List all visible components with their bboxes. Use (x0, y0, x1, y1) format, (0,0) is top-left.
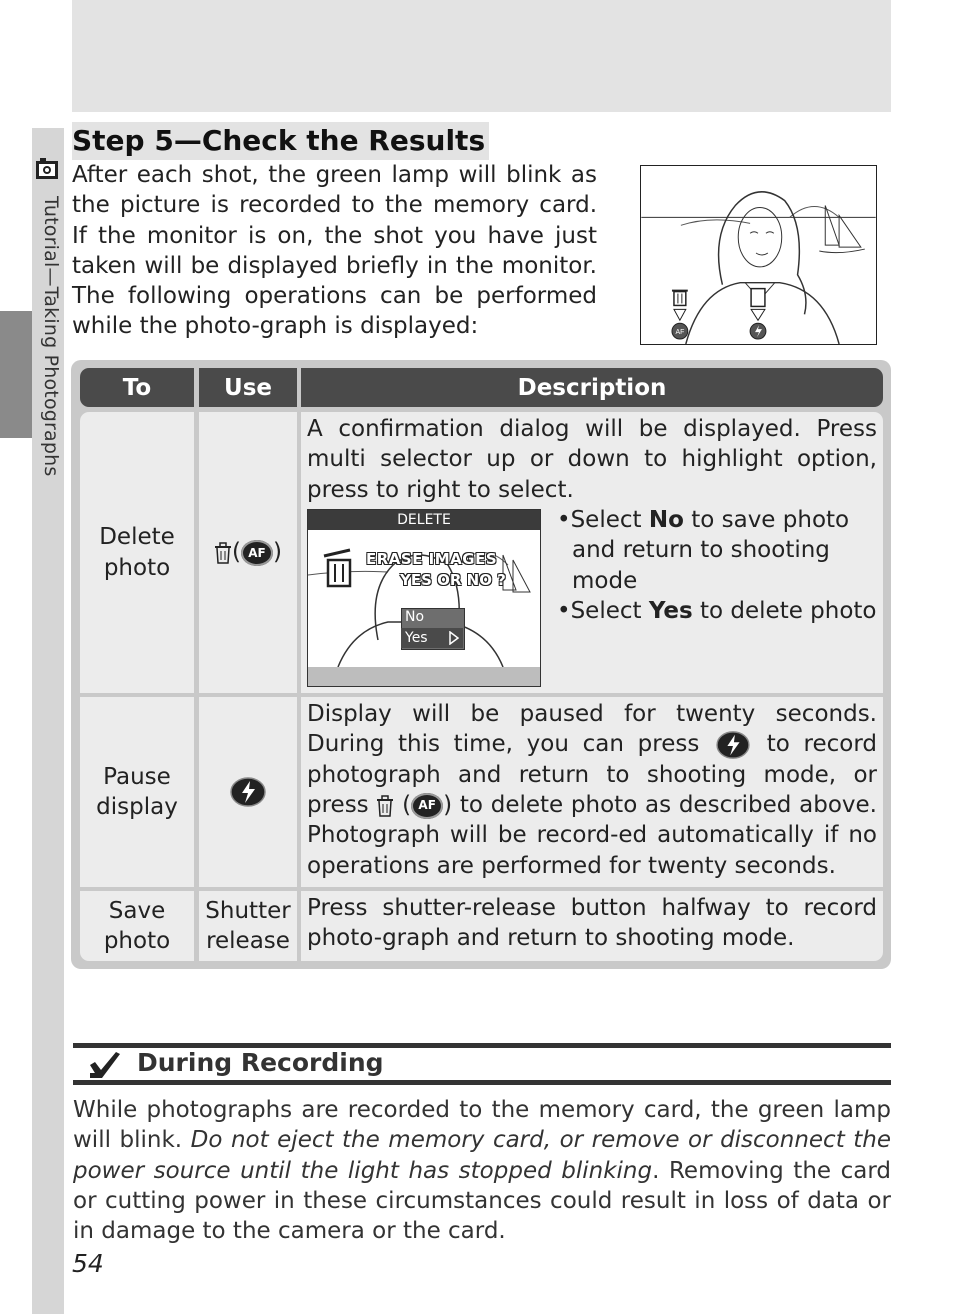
chevron-right-icon (449, 631, 459, 645)
trash-icon (672, 291, 688, 306)
page-number: 54 (72, 1249, 104, 1278)
column-header-use: Use (199, 368, 297, 407)
camera-icon (35, 157, 59, 181)
header-band (72, 0, 891, 112)
row-save-label: Save photo (103, 897, 171, 954)
row-pause-use (199, 697, 297, 887)
note-title: During Recording (137, 1048, 384, 1077)
camera-monitor-illustration (640, 165, 877, 345)
delete-options-list (557, 505, 882, 626)
note-body: While photographs are recorded to the memory card, the green lamp will blink. Do not eject the memory card, or remove or disconnect the power source until the light has stopped blinking. Removing the card or cutting power in these circumstances could result in loss of data or in damage to the camera or the card. (73, 1097, 891, 1245)
lcd-erase-text: ERASE IMAGES (366, 550, 498, 568)
trash-icon (376, 795, 394, 817)
row-delete-label: Delete photo (99, 524, 175, 581)
row-save-use (199, 891, 297, 961)
trash-icon (214, 542, 232, 564)
note-warning: Do not eject the memory card, or remove or disconnect the power source until the light has stopped blinking (73, 1127, 891, 1184)
column-header-description: Description (301, 368, 883, 407)
column-header-to: To (80, 368, 194, 407)
lcd-title-bar: DELETE (308, 510, 540, 530)
row-save-to (80, 891, 194, 961)
list-item: •Select Yes to delete photo (557, 597, 877, 624)
lcd-option-yes (401, 628, 463, 648)
side-tab-marker (0, 311, 32, 438)
trash-icon (324, 550, 350, 586)
lcd-option-no: No (405, 609, 425, 625)
flash-button-icon (713, 730, 753, 760)
lcd-option-yes-label: Yes (405, 630, 428, 646)
sidebar-chapter-label: Tutorial—Taking Photographs (40, 196, 62, 477)
note-rule-bottom (73, 1080, 891, 1085)
row-pause-to (80, 697, 194, 887)
flash-button-icon (227, 776, 269, 808)
page-title: Step 5—Check the Results (72, 122, 489, 160)
row-save-description: Press shutter-release button halfway to record photo-graph and return to shooting mode. (301, 891, 883, 961)
row-delete-description: A confirmation dialog will be displayed. Press multi selector up or down to highlight option, press to right to select. (307, 416, 877, 503)
lcd-footer-bar (308, 667, 540, 686)
row-delete-use (199, 412, 297, 693)
lcd-yes-no-text: YES OR NO ? (400, 571, 506, 589)
checkmark-icon (89, 1051, 121, 1079)
row-pause-description: Display will be paused for twenty seconds. During this time, you can press to record photograph and return to shooting mode, or press ( AF ) to delete photo as described above. Photograph will be record-ed automatically if no operations are performed for twenty seconds. (301, 697, 883, 887)
use-delete-controls: ( AF ) (214, 537, 282, 567)
svg-text:AF: AF (675, 329, 685, 337)
af-button-icon: AF (241, 540, 273, 566)
row-delete-to (80, 412, 194, 693)
list-item: •Select No to save photo and return to shooting mode (557, 507, 850, 594)
shutter-release-label: Shutter release (205, 897, 291, 954)
row-pause-label: Pause display (96, 763, 178, 820)
af-button-icon: AF (411, 793, 443, 819)
intro-paragraph: After each shot, the green lamp will blink as the picture is recorded to the memory card. If the monitor is on, the shot you have just taken will be displayed briefly in the monitor. The following operations can be performed while the photo-graph is displayed: (72, 162, 597, 340)
